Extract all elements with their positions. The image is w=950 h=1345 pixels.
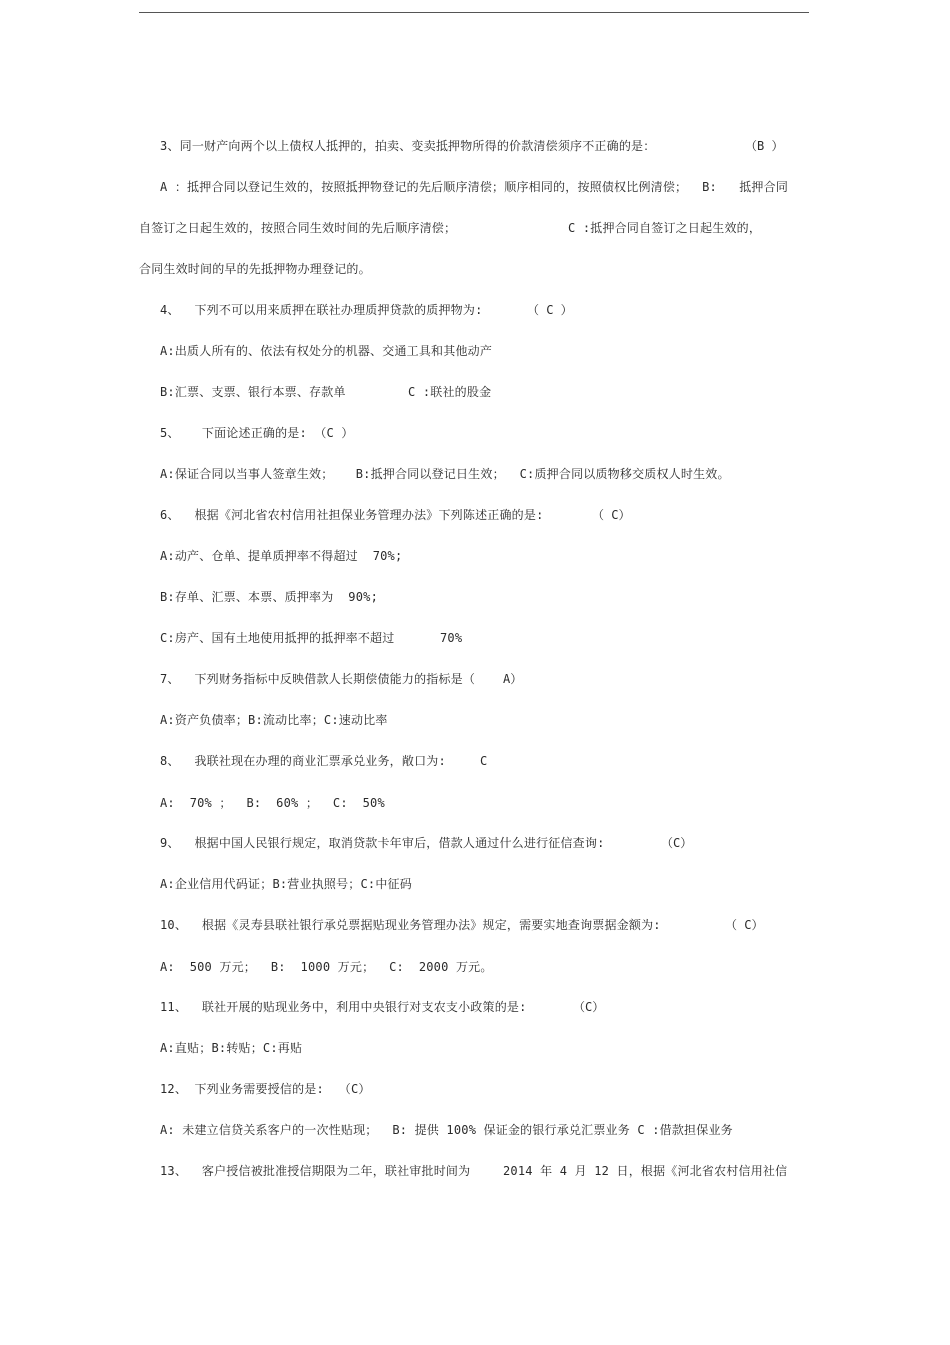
q12-options: A: 未建立信贷关系客户的一次性贴现； B: 提供 100% 保证金的银行承兑汇票业务 C :借款担保业务 (160, 1123, 733, 1137)
q13-stem: 13、 客户授信被批准授信期限为二年，联社审批时间为 (160, 1164, 471, 1178)
header-rule (139, 12, 809, 13)
q9-answer: （C） (661, 836, 693, 850)
q6-option-a: A:动产、仓单、提单质押率不得超过 70%; (160, 549, 403, 563)
q4-stem: 4、 下列不可以用来质押在联社办理质押贷款的质押物为: (160, 303, 483, 317)
q3-stem: 3、同一财产向两个以上债权人抵押的，拍卖、变卖抵押物所得的价款清偿须序不正确的是： (160, 139, 656, 153)
q7-options: A:资产负债率；B:流动比率；C:速动比率 (160, 713, 388, 727)
q4-option-b: B:汇票、支票、银行本票、存款单 (160, 385, 346, 399)
q8-options: A: 70% ； B: 60% ； C: 50% (160, 796, 385, 810)
q3-answer: （B ） (745, 139, 784, 153)
q4-option-a: A:出质人所有的、依法有权处分的机器、交通工具和其他动产 (160, 344, 493, 358)
q12-stem: 12、 下列业务需要授信的是: （C） (160, 1082, 371, 1096)
q8-answer: C (480, 754, 488, 768)
q10-options: A: 500 万元； B: 1000 万元； C: 2000 万元。 (160, 960, 493, 974)
q10-stem: 10、 根据《灵寿县联社银行承兑票据贴现业务管理办法》规定，需要实地查询票据金额为: (160, 918, 661, 932)
q6-option-c: C:房产、国有土地使用抵押的抵押率不超过 (160, 631, 395, 645)
q5-stem: 5、 下面论述正确的是: （C ） (160, 426, 354, 440)
q4-option-c: C :联社的股金 (408, 385, 492, 399)
q10-answer: （ C） (725, 918, 764, 932)
q3-option-c-cont: 合同生效时间的早的先抵押物办理登记的。 (139, 262, 371, 276)
q11-stem: 11、 联社开展的贴现业务中，利用中央银行对支农支小政策的是: (160, 1000, 527, 1014)
q7-answer: A） (503, 672, 523, 686)
q7-stem: 7、 下列财务指标中反映借款人长期偿债能力的指标是（ (160, 672, 476, 686)
q6-option-c-value: 70% (440, 631, 463, 645)
q11-answer: （C） (573, 1000, 605, 1014)
q6-answer: （ C） (592, 508, 631, 522)
q3-option-a: A ：抵押合同以登记生效的，按照抵押物登记的先后顺序清偿；顺序相同的，按照债权比例清偿； B: 抵押合同 (160, 180, 789, 194)
q6-option-b: B:存单、汇票、本票、质押率为 90%; (160, 590, 378, 604)
q6-stem: 6、 根据《河北省农村信用社担保业务管理办法》下列陈述正确的是: (160, 508, 544, 522)
q9-options: A:企业信用代码证；B:营业执照号；C:中征码 (160, 877, 412, 891)
q3-option-b-cont: 自签订之日起生效的，按照合同生效时间的先后顺序清偿； (139, 221, 457, 235)
q11-options: A:直贴；B:转贴；C:再贴 (160, 1041, 303, 1055)
q8-stem: 8、 我联社现在办理的商业汇票承兑业务，敞口为: (160, 754, 446, 768)
q4-answer: （ C ） (527, 303, 573, 317)
q5-options: A:保证合同以当事人签章生效； B:抵押合同以登记日生效； C:质押合同以质物移交质权人时生效。 (160, 467, 730, 481)
q13-stem-cont: 2014 年 4 月 12 日，根据《河北省农村信用社信 (503, 1164, 788, 1178)
q9-stem: 9、 根据中国人民银行规定，取消贷款卡年审后，借款人通过什么进行征信查询: (160, 836, 605, 850)
q3-option-c: C :抵押合同自签订之日起生效的， (568, 221, 762, 235)
